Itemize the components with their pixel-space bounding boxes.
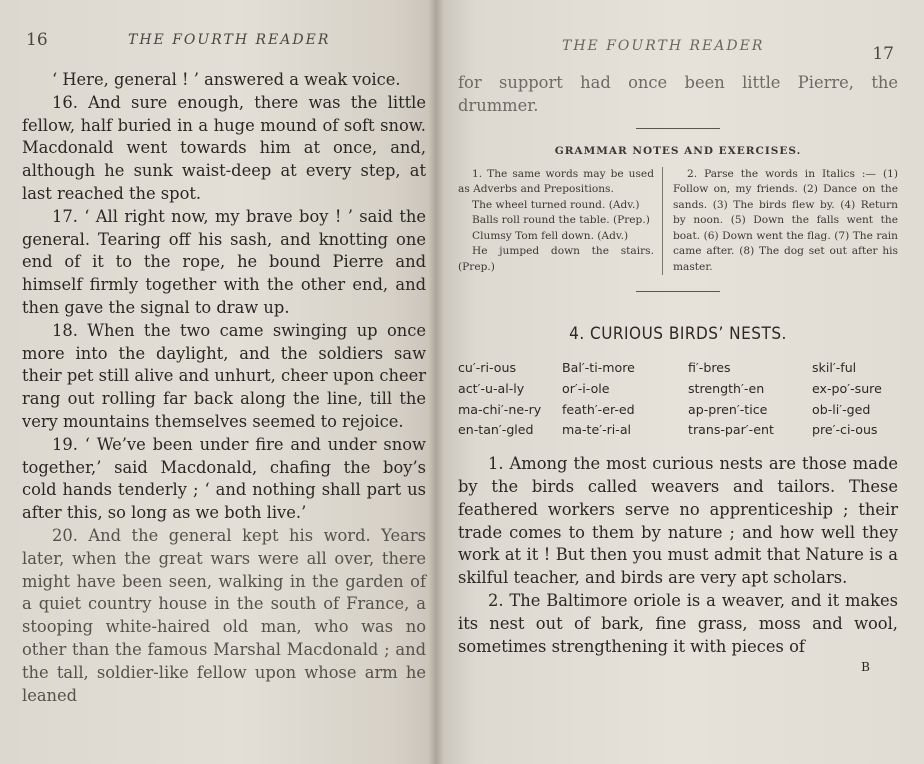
vocab-word: ob-li′-ged (812, 401, 871, 417)
grammar-note: 1. The same words may be used as Adverbs and Prepositions. (458, 167, 654, 196)
paragraph: 18. When the two came swinging up once more into the daylight, and the soldiers saw their pet still alive and unhurt, cheer upon cheer rang out rolling far back along the line, till the very mountains themselves seemed to rejoice. (22, 320, 426, 431)
vocab-word: ma-chi′-ne-ry (458, 401, 542, 417)
chapter-title: 4. CURIOUS BIRDS’ NESTS. (569, 324, 787, 345)
vocab-word: act′-u-al-ly (458, 380, 525, 396)
grammar-notes (458, 167, 898, 276)
vocab-word: ex-po′-sure (812, 380, 882, 396)
left-running-head (22, 30, 426, 58)
grammar-note: He jumped down the stairs. (Prep.) (458, 245, 654, 273)
vocab-word: or′-i-ole (562, 380, 610, 396)
left-page-number: 16 (26, 30, 48, 50)
vocab-word: pre′-ci-ous (812, 422, 878, 438)
left-page-body (22, 69, 426, 707)
paragraph: 17. ‘ All right now, my brave boy ! ’ said the general. Tearing off his sash, and knotting one end of it to the rope, he bound Pierre and himself firmly together with the other end, and then gave the signal to draw up. (22, 206, 426, 317)
vocab-word: strength′-en (688, 380, 765, 396)
grammar-note: Clumsy Tom fell down. (Adv.) (472, 229, 629, 242)
divider-rule (636, 291, 720, 292)
vocab-word: en-tan′-gled (458, 422, 534, 438)
grammar-notes-column-1 (458, 167, 663, 276)
right-page-body (458, 72, 898, 118)
grammar-note: Balls roll round the table. (Prep.) (472, 214, 650, 227)
vocab-word: ma-te′-ri-al (562, 422, 632, 438)
right-running-title: THE FOURTH READER (562, 38, 765, 54)
left-running-title: THE FOURTH READER (128, 32, 331, 48)
paragraph: 20. And the general kept his word. Years later, when the great wars were all over, there might have been seen, walking in the garden of a quiet country house in the south of France, a stooping white-haired old man, who was no other than the famous Marshal Macdonald ; and the tall, soldier-like fellow upon whose arm he leaned (22, 525, 426, 705)
grammar-notes-title: GRAMMAR NOTES AND EXERCISES. (554, 144, 802, 157)
divider-rule (636, 128, 720, 129)
chapter-body (458, 453, 898, 658)
right-page-number: 17 (872, 44, 894, 64)
vocab-word: cu′-ri-ous (458, 360, 517, 376)
right-running-head (458, 30, 898, 64)
grammar-exercise: 2. Parse the words in Italics :— (1) Follow on, my friends. (2) Dance on the sands. (3) The birds flew by. (4) Return by noon. (5) Down the falls went the boat. (6) Down went the flag. (7) The rain came after. (8) The dog set out after his master. (673, 167, 898, 273)
paragraph: 2. The Baltimore oriole is a weaver, and it makes its nest out of bark, fine grass, moss and wool, sometimes strengthening it with pieces of (458, 591, 898, 656)
book-gutter (428, 0, 444, 764)
paragraph: ‘ Here, general ! ’ answered a weak voice. (52, 70, 401, 89)
right-page (436, 0, 924, 764)
vocabulary-list (458, 358, 898, 441)
vocab-word: ap-pren′-tice (688, 401, 768, 417)
paragraph: 19. ‘ We’ve been under fire and under snow together,’ said Macdonald, chafing the boy’s cold hands tenderly ; ‘ and nothing shall part us after this, so long as we both live.’ (22, 434, 426, 523)
paragraph: 1. Among the most curious nests are those made by the birds called weavers and tailors. These feathered workers serve no apprenticeship ; their trade comes to them by nature ; and how well they work at it ! But then you must admit that Nature is a skilful teacher, and birds are very apt scholars. (458, 454, 898, 588)
grammar-notes-column-2 (663, 167, 898, 276)
vocab-word: trans-par′-ent (688, 422, 774, 438)
continuation-text: for support had once been little Pierre, the drummer. (458, 73, 898, 115)
vocab-word: skil′-ful (812, 360, 857, 376)
vocab-word: Bal′-ti-more (562, 360, 635, 376)
grammar-note: The wheel turned round. (Adv.) (472, 198, 640, 211)
left-page (0, 0, 436, 764)
signature-mark: B (861, 660, 870, 675)
vocab-word: fi′-bres (688, 360, 731, 376)
vocab-word: feath′-er-ed (562, 401, 635, 417)
paragraph: 16. And sure enough, there was the little fellow, half buried in a huge mound of soft snow. Macdonald went towards him at once, and, although he sunk waist-deep at every step, at last reached the spot. (22, 92, 426, 203)
